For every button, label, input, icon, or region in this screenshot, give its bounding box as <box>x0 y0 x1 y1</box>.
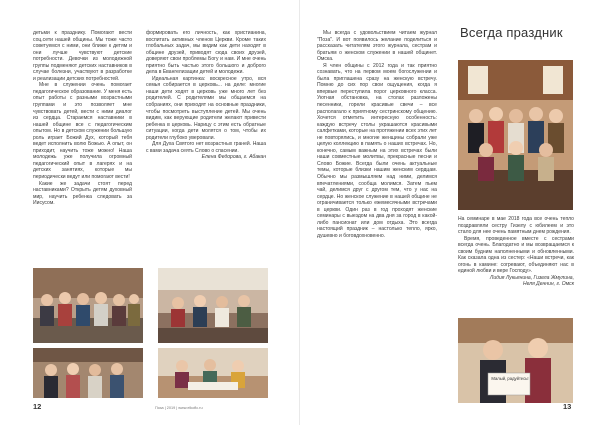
page-footer: Поза | 2019 | www.elkoflc.ru <box>155 406 203 410</box>
group-photo <box>33 268 143 343</box>
page-number: 12 <box>33 402 42 411</box>
photo-sign-text: Малый, радуйтесь! <box>491 376 529 381</box>
craft-photo <box>158 348 268 398</box>
left-column-1 <box>33 30 132 207</box>
signature: Неля Деннин, г. Омск <box>522 281 574 288</box>
page-number: 13 <box>563 402 572 411</box>
paragraph: Я член общины с 2012 года и так приятно сознавать, что на первом моем богослужении и была приглашена сразу на женскую встречу. Помню до сих пор свои ощущения, когда я впервые переступила порог церковного класса. Уютная обстановка, на столах разложены песенники, горели красивые свечи – все располагало к приятному сестринскому общению. Хочется отметить интересную особенность: каждую встречу столы украшаются красивыми салфетками, которые на протяжении всех этих лет не повторялись, и многие женщины собрали уже целую коллекцию в память о наших встречах. Но, конечно, самым важным на этих встречах были наши совместные молитвы, прекрасные песни и Слово Божие. Всегда были очень актуальные темы, которые близки нашим женским сердцам. Обычно мы размышляем над ними, делимся впечатлениями, сообща молимся. Затем пьем чай, делимся друг с другом тем, что у нас на сердце. Но женское служение в нашей общине не ограничивается только ежемесячными встречами в церкви. Один раз в год проходят женские семинары с выездом на два дня за город в какой-либо пансионат или дом отдыха. Это всегда настоящий праздник – настолько тепло, ярко, душевно и боговдохновенно. <box>317 62 437 239</box>
caption-paragraph: На семинаре в мае 2018 года все очень тепло поздравляли сестру Гизелу с юбилеем и это стало для нее очень памятным днем рождения. <box>458 216 574 236</box>
two-women-photo <box>458 318 573 403</box>
paragraph: Какие же задачи стоят перед наставниками? Открыть детям духовный мир, научить ребенка следовать за Иисусом. <box>33 180 132 207</box>
paragraph: детьми к празднику. Помогают вести соц.сети нашей общины. Мы тоже часто советуемся с ними, они ближе к детям и они лучше чувствуют детские потребности. Девочки из молодежной группы подменяют детских наставников в случае болезни, участвуют в разработке и реализации детских потребностей. <box>33 30 132 82</box>
seminar-photo <box>158 268 268 343</box>
women-group-photo <box>458 60 573 210</box>
article-title: Всегда праздник <box>460 25 563 40</box>
caption-paragraph: Время, проведенное вместе с сестрами всегда очень. Благодатно и мы возвращаемся к своим будним наполненными и обновленными. Как сказала одна из сестер: «Наши встречи, как огонь в камине: согревают, объединяют нас в единой любви и вере Господу». <box>458 235 574 275</box>
right-page <box>300 0 600 425</box>
signature: Лидия Лукьянина, Гизела Жмулина, <box>489 274 574 281</box>
paragraph: формировать его личность, как христианина, воспитать активных членов Церкви. Кроме таких глобальных задач, мы видим как дети находят в общине друзей, приводят сюда своих друзей, доверяют свои проблемы Богу и нам. И мне очень приятно быть частью этого большого и доброго дела в Евангелизации детей и молодежи. <box>146 30 266 76</box>
paragraph: Мы всегда с удовольствием читаем журнал "Поза". И вот появилось желание поделиться и рассказать читателям этого журнала, сестрам и братьям о женском служении в нашей общинет. Омска. <box>317 30 437 63</box>
left-column-2 <box>146 30 266 161</box>
paragraph: Идеальная картинка: воскресное утро, вся семья собирается в церковь... на деле: многие наши дети ходят в церковь уже много лет без родителей. С родителями мы общаемся на собраниях, они приходят на основные праздники, чтобы посмотреть выступление детей. Мы очень видим, как верующие родители желают привести ребенка в церковь. Нарицу с этим есть обратные ситуации, когда дети молятся о том, чтобы их родители глубоко уверовали. <box>146 75 266 141</box>
photo-caption <box>458 216 574 288</box>
paragraph: Для Духа Святого нет возрастных граней. Наша с вами задача сеять Слово о спасении. <box>146 141 266 154</box>
prayer-photo <box>33 348 143 398</box>
signature: Елена Федорова, г. Абакан <box>201 154 266 161</box>
paragraph: Мне в служении очень помогает педагогическое образование. У меня есть опыт работы с разными возрастными группами и это позволяет мне чувствовать детей, вести с ними диалог из сердца. Стараемся наставники в нашей общине все с педагогическим опытом. Но в детском служении большую роль играет Божий Дух, который тебя ведет исполнить волю Божью. А опыт, он приходит, научить тоже можно! Наша молодежь уже получила огромный педагогический опыт в лагерях и на детских занятиях, которые мы периодически ведут или помогают вести! <box>33 82 132 181</box>
right-column-1 <box>317 30 437 240</box>
